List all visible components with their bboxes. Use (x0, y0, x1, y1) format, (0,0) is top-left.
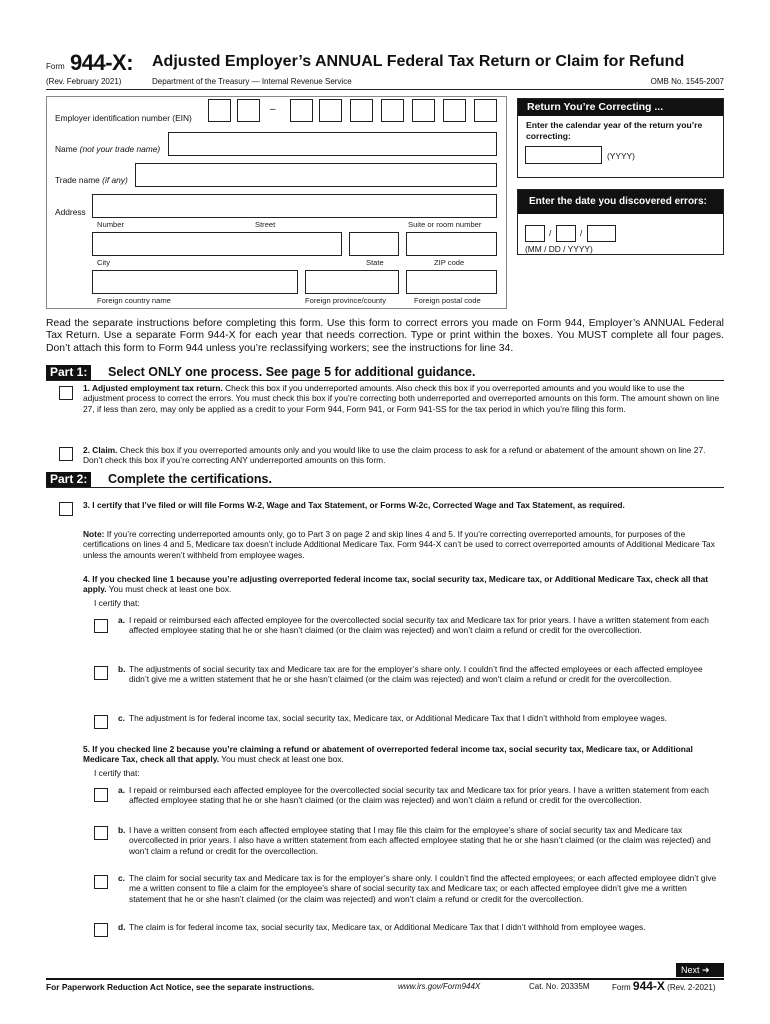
part1-title: Select ONLY one process. See page 5 for additional guidance. (108, 365, 476, 379)
omb-number: OMB No. 1545-2007 (650, 77, 724, 86)
line5b-text: I have a written consent from each affected employee stating that I may file this claim for the employee’s share of social security tax and Medicare tax overcollected in prior years. I also have a written statement from each affected employee stating that he or she hasn’t claimed (or the claim was rejected) and won’t claim a refund or credit for the overcollection. (129, 825, 711, 856)
city-label: City (97, 258, 111, 267)
trade-name-field[interactable] (135, 163, 497, 187)
line2-checkbox[interactable] (59, 447, 73, 461)
yyyy-label: (YYYY) (607, 151, 635, 161)
part1-header (46, 365, 724, 381)
line5-text (83, 744, 723, 765)
ein-digit-2[interactable] (237, 99, 260, 122)
line5d-letter: d. (118, 922, 126, 932)
name-field[interactable] (168, 132, 497, 156)
ein-digit-7[interactable] (412, 99, 435, 122)
line4-heading: 4. If you checked line 1 because you’re adjusting overreported federal income tax, social security tax, Medicare tax, or Additional Medicare Tax, check all that apply. (83, 574, 709, 595)
name-label (55, 144, 160, 155)
ein-dash: – (270, 104, 276, 115)
ein-digit-6[interactable] (381, 99, 404, 122)
ein-digit-5[interactable] (350, 99, 373, 122)
line5a-text: I repaid or reimbursed each affected employee for the overcollected social security tax and Medicare tax for prior years. I have a written statement from each affected employee stating that he or she hasn’t claimed (or the claim was rejected) and won’t claim a refund or credit for the overcollection. (129, 785, 709, 806)
footer-form-number: 944-X (632, 979, 665, 993)
foreign-country-label: Foreign country name (97, 296, 171, 305)
foreign-postal-field[interactable] (406, 270, 497, 294)
line5d-checkbox[interactable] (94, 923, 108, 937)
date-format-label: (MM / DD / YYYY) (525, 244, 593, 254)
foreign-province-field[interactable] (305, 270, 399, 294)
date-year-field[interactable] (587, 225, 616, 242)
line4c-letter: c. (118, 713, 125, 723)
line1-checkbox[interactable] (59, 386, 73, 400)
part2-label: Part 2: (46, 472, 91, 487)
department: Department of the Treasury — Internal Revenue Service (152, 77, 352, 86)
foreign-postal-label: Foreign postal code (414, 296, 481, 305)
city-field[interactable] (92, 232, 342, 256)
foreign-province-label: Foreign province/county (305, 296, 387, 305)
line4b-checkbox[interactable] (94, 666, 108, 680)
line4-certify: I certify that: (94, 598, 140, 608)
part2-title: Complete the certifications. (108, 472, 272, 486)
zip-field[interactable] (406, 232, 497, 256)
footer-form-id (612, 979, 716, 993)
part2-header (46, 472, 724, 488)
line5a-checkbox[interactable] (94, 788, 108, 802)
irs-url: www.irs.gov/Form944X (398, 982, 481, 991)
form-word: Form (46, 62, 65, 71)
footer-form-word: Form (612, 983, 631, 992)
date-day-field[interactable] (556, 225, 576, 242)
catalog-number: Cat. No. 20335M (529, 982, 590, 991)
note-body: If you’re correcting underreported amounts only, go to Part 3 on page 2 and skip lines 4 and 5. If you’re correcting overreported amounts, for purposes of the certifications on lines 4 and 5, Medicare tax doesn’t include Additional Medicare Tax. Form 944-X can’t be used to correct overreported amounts of Additional Medicare Tax unless the amounts weren’t withheld from employee wages. (83, 529, 715, 560)
header-rule (46, 89, 724, 90)
state-label: State (366, 258, 384, 267)
date-month-field[interactable] (525, 225, 545, 242)
date-discovered-title: Enter the date you discovered errors: (518, 190, 723, 214)
street-label: Street (255, 220, 276, 229)
arrow-right-icon: ➜ (702, 965, 710, 975)
next-label: Next (681, 965, 700, 975)
line1-body: Check this box if you underreported amounts. Also check this box if you overreported amounts and you would like to use the adjustment process to correct the errors. You must check this box if you’re correcting both underreported and overreported amounts on this form. The amount shown on line 27, if less than zero, may only be applied as a credit to your Form 944, Form 941, or Form 941-SS for the tax period in which you’re filing this form. (83, 383, 720, 414)
return-correcting-title: Return You’re Correcting ... (518, 99, 723, 116)
revision-date: (Rev. February 2021) (46, 77, 122, 86)
line1-heading: 1. Adjusted employment tax return. (83, 383, 223, 393)
form-title: Adjusted Employer’s ANNUAL Federal Tax Return or Claim for Refund (152, 53, 685, 70)
ein-digit-4[interactable] (319, 99, 342, 122)
note-heading: Note: (83, 529, 105, 539)
ein-digit-3[interactable] (290, 99, 313, 122)
line1-text (83, 383, 723, 414)
line2-heading: 2. Claim. (83, 445, 118, 455)
line5c-checkbox[interactable] (94, 875, 108, 889)
line5b-letter: b. (118, 825, 126, 835)
trade-name-label-note: (if any) (102, 175, 128, 185)
line2-text (83, 445, 723, 466)
state-field[interactable] (349, 232, 399, 256)
return-correcting-text: Enter the calendar year of the return you’re correcting: (526, 120, 703, 141)
line5-body: You must check at least one box. (221, 754, 344, 765)
line5b-checkbox[interactable] (94, 826, 108, 840)
address-label: Address (55, 207, 86, 217)
line4a-text: I repaid or reimbursed each affected employee for the overcollected social security tax and Medicare tax for prior years. I have a written statement from each affected employee stating that he or she hasn’t claimed (or the claim was rejected) and won’t claim a refund or credit for the overcollection. (129, 615, 709, 636)
form-number: 944-X: (70, 50, 134, 75)
line4b-letter: b. (118, 664, 126, 674)
trade-name-label (55, 175, 128, 186)
ein-digit-1[interactable] (208, 99, 231, 122)
correcting-year-field[interactable] (525, 146, 602, 164)
zip-label: ZIP code (434, 258, 465, 267)
line5c-letter: c. (118, 873, 125, 883)
name-label-note: (not your trade name) (79, 144, 161, 154)
line2-body: Check this box if you overreported amounts only and you would like to use the claim process to ask for a refund or abatement of the amount shown on line 27. Don’t check this box if you’re correcting ANY underreported amounts on this form. (83, 445, 706, 466)
next-button[interactable] (676, 963, 724, 977)
line4b-text: The adjustments of social security tax and Medicare tax are for the employer’s share only. I couldn’t find the affected employees or each affected employee didn’t give me a written statement that he or she hasn’t claimed (or the claim was rejected) and won’t claim a refund or credit for the overcollection. (129, 664, 703, 685)
line3-text: 3. I certify that I’ve filed or will file Forms W-2, Wage and Tax Statement, or Forms W-2c, Corrected Wage and Tax Statement, as required. (83, 500, 625, 510)
line5-heading: 5. If you checked line 2 because you’re claiming a refund or abatement of overreported federal income tax, social security tax, Medicare tax, or Additional Medicare Tax, check all that apply. (83, 744, 693, 765)
suite-label: Suite or room number (408, 220, 482, 229)
address-street-field[interactable] (92, 194, 497, 218)
ein-digit-8[interactable] (443, 99, 466, 122)
ein-digit-9[interactable] (474, 99, 497, 122)
foreign-country-field[interactable] (92, 270, 298, 294)
line3-checkbox[interactable] (59, 502, 73, 516)
date-slash-1: / (549, 228, 552, 238)
date-slash-2: / (580, 228, 583, 238)
line4-text (83, 574, 723, 595)
part1-label: Part 1: (46, 365, 91, 380)
ein-label: Employer identification number (EIN) (55, 113, 192, 123)
line4c-checkbox[interactable] (94, 715, 108, 729)
line5c-text: The claim for social security tax and Medicare tax is for the employer’s share only. I couldn’t find the affected employees; or each affected employee didn’t give me a written consent to file a claim for the employee’s share of social security tax and Medicare tax; or each affected employee didn’t give me a written statement that he or she hasn’t claimed (or the claim was rejected) and won’t claim a refund or credit for the overcollection. (129, 873, 717, 904)
name-label-text: Name (55, 144, 78, 154)
paperwork-notice: For Paperwork Reduction Act Notice, see the separate instructions. (46, 982, 315, 992)
line4a-letter: a. (118, 615, 125, 625)
trade-name-label-text: Trade name (55, 175, 100, 185)
footer-rev: (Rev. 2-2021) (667, 983, 716, 992)
line5d-text: The claim is for federal income tax, social security tax, Medicare tax, or Additional Medicare Tax that I didn’t withhold from employee wages. (129, 922, 646, 932)
intro-text: Read the separate instructions before completing this form. Use this form to correct errors you made on Form 944, Employer’s ANNUAL Federal Tax Return. Use a separate Form 944-X for each year that needs correction. Type or print within the boxes. You MUST complete all four pages. Don’t attach this form to Form 944 unless you’re reclassifying workers; see the instructions for line 34. (46, 318, 724, 354)
line4c-text: The adjustment is for federal income tax, social security tax, Medicare tax, or Additional Medicare Tax that I didn’t withhold from employee wages. (129, 713, 667, 723)
note-text (83, 529, 723, 560)
line5-certify: I certify that: (94, 768, 140, 778)
line5a-letter: a. (118, 785, 125, 795)
line4a-checkbox[interactable] (94, 619, 108, 633)
line4-body: You must check at least one box. (108, 584, 232, 595)
number-label: Number (97, 220, 125, 229)
